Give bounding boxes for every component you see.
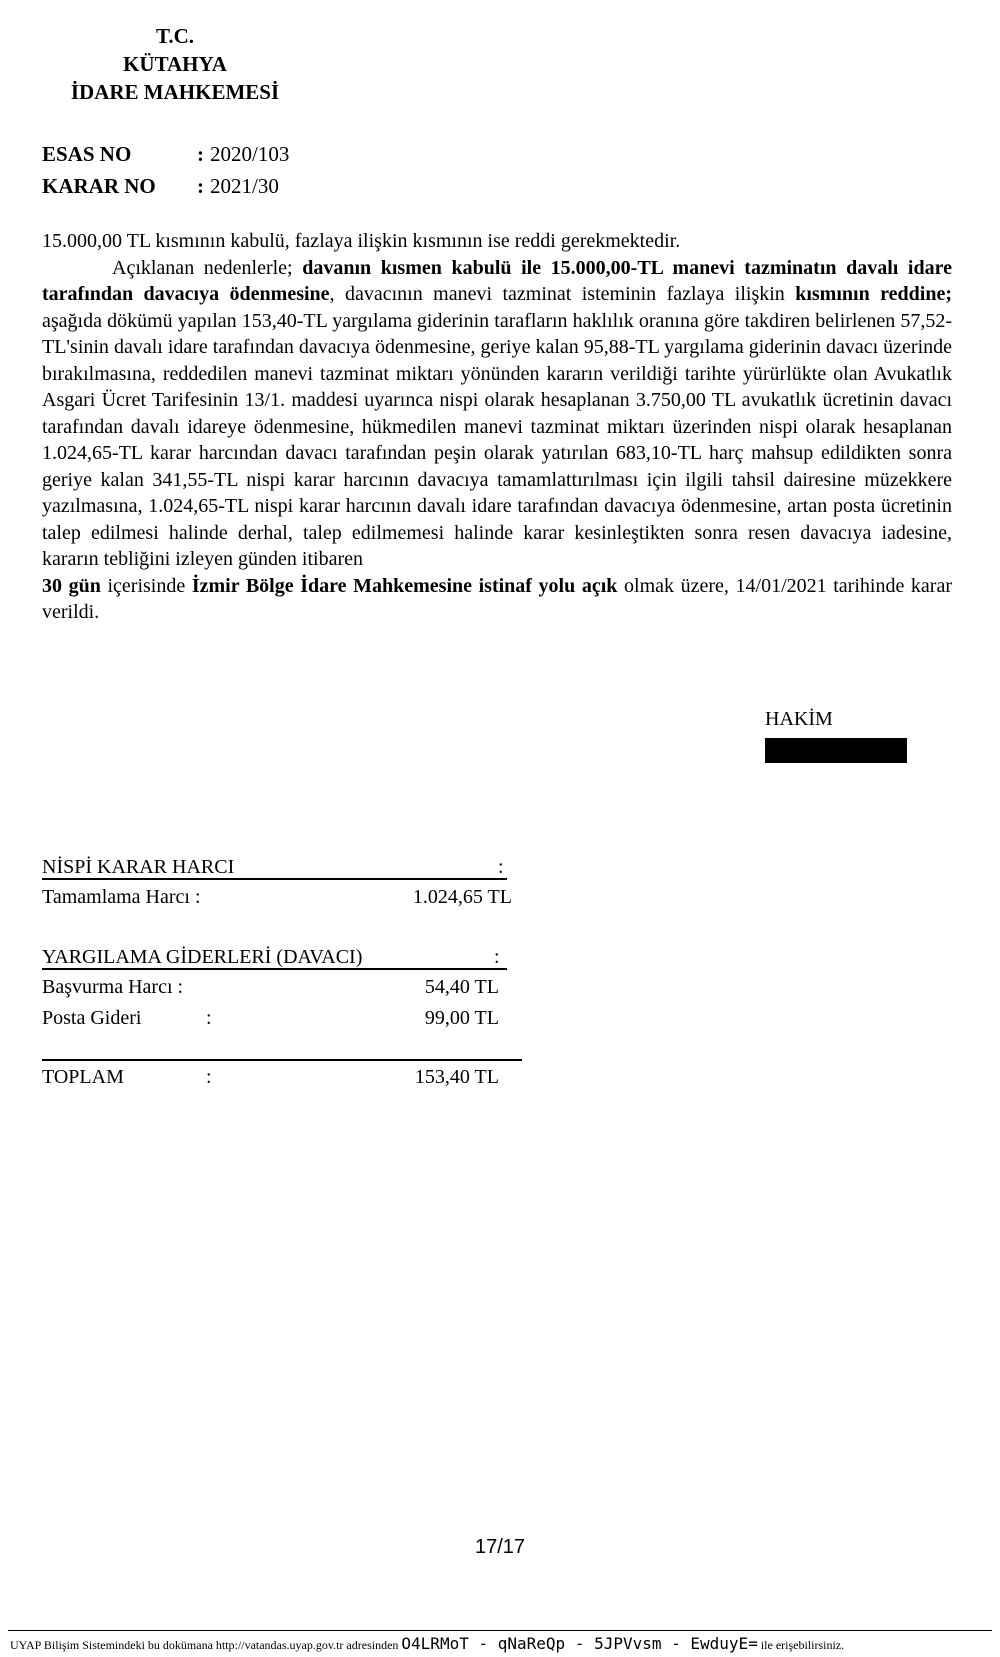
decision-text	[42, 228, 952, 626]
basvurma-value: 54,40 TL	[424, 976, 499, 998]
p2-text-a: Açıklanan nedenlerle;	[112, 256, 303, 279]
p3-text-d: olmak üzere, 14/01/2021 tarihinde karar verildi.	[42, 574, 953, 623]
p2-text-e: aşağıda dökümü yapılan 153,40-TL yargılama giderinin tarafların haklılık oranına göre takdiren belirlenen 57,52-TL'sinin davalı idare tarafından davacıya ödenmesine, geriye kalan 95,88-TL yargılama giderinin davacı üzerinde bırakılmasına, reddedilen manevi tazminat miktarı yönünden kararın verildiği tarihte yürürlükte olan Avukatlık Asgari Ücret Tarifesinin 13/1. maddesi uyarınca nispi olarak hesaplanan 3.750,00 TL avukatlık ücretinin davacı tarafından davalı idareye ödenmesine, hükmedilen manevi tazminat miktarı üzerinden nispi olarak hesaplanan 1.024,65-TL karar harcından davacı tarafından peşin olarak yatırılan 683,10-TL harç mahsup edildikten sonra geriye kalan 341,55-TL nispi karar harcının davacıya tamamlattırılması için ilgili tahsil dairesine müzekkere yazılmasına, 1.024,65-TL nispi karar harcının davalı idare tarafından davacıya ödenmesine, artan posta ücretinin talep edilmesi halinde derhal, talep edilmemesi halinde karar kesinleştikten sonra resen davacıya iadesine, kararın tebliğini izleyen günden itibaren	[42, 309, 952, 570]
footer-access-code: O4LRMoT - qNaReQp - 5JPVvsm - EwduyE=	[401, 1634, 758, 1653]
esas-colon: :	[197, 142, 204, 166]
footer-divider	[8, 1630, 992, 1631]
paragraph-2	[42, 255, 952, 573]
yargilama-heading: YARGILAMA GİDERLERİ (DAVACI)	[42, 946, 363, 968]
basvurma-label: Başvurma Harcı :	[42, 976, 184, 998]
toplam-label: TOPLAM	[42, 1066, 124, 1088]
footer-suffix: ile erişebilirsiniz.	[760, 1638, 845, 1652]
redacted-signature	[765, 738, 907, 763]
header-tc: T.C.	[155, 24, 195, 48]
nispi-underline	[42, 878, 507, 880]
p2-bold-b: davanın kısmen kabulü ile 15.000,00-TL manevi tazminatın davalı idare tarafından davacıya ödenmesine	[42, 256, 952, 305]
paragraph-3	[42, 573, 952, 626]
posta-colon: :	[206, 1007, 212, 1029]
case-numbers	[42, 138, 442, 202]
p2-text-c: , davacının manevi tazminat isteminin fazlaya ilişkin	[329, 283, 796, 305]
yargilama-underline	[42, 968, 507, 970]
footer-prefix: UYAP Bilişim Sistemindeki bu dokümana http://vatandas.uyap.gov.tr adresinden	[10, 1638, 399, 1652]
karar-colon: :	[197, 174, 204, 198]
toplam-colon: :	[206, 1066, 212, 1088]
karar-value: 2021/30	[210, 174, 279, 198]
fees-block	[42, 852, 522, 1092]
footer-note	[10, 1634, 844, 1653]
p3-text-b: içerisinde	[100, 574, 192, 597]
esas-label: ESAS NO	[42, 142, 132, 166]
tamamlama-label: Tamamlama Harcı :	[42, 886, 201, 908]
p3-bold-c: İzmir Bölge İdare Mahkemesine istinaf yolu açık	[191, 574, 618, 597]
nispi-heading: NİSPİ KARAR HARCI	[42, 856, 235, 878]
nispi-colon: :	[498, 856, 504, 878]
karar-row	[42, 170, 442, 202]
header-court: İDARE MAHKEMESİ	[70, 80, 280, 104]
p2-bold-d: kısmının reddine;	[795, 283, 952, 305]
posta-value: 99,00 TL	[424, 1007, 499, 1029]
header-city: KÜTAHYA	[123, 52, 227, 76]
karar-label: KARAR NO	[42, 174, 156, 198]
court-header	[50, 22, 300, 106]
tamamlama-value: 1.024,65 TL	[412, 886, 512, 908]
toplam-value: 153,40 TL	[414, 1066, 499, 1088]
esas-row	[42, 138, 442, 170]
judge-title: HAKİM	[765, 708, 833, 730]
page-number: 17/17	[474, 1536, 526, 1558]
yargilama-colon: :	[494, 946, 500, 968]
posta-label: Posta Gideri	[42, 1007, 142, 1029]
total-rule	[42, 1059, 522, 1061]
paragraph-1: 15.000,00 TL kısmının kabulü, fazlaya ilişkin kısmının ise reddi gerekmektedir.	[42, 230, 681, 252]
p3-bold-a: 30 gün	[42, 574, 101, 597]
esas-value: 2020/103	[210, 142, 290, 166]
